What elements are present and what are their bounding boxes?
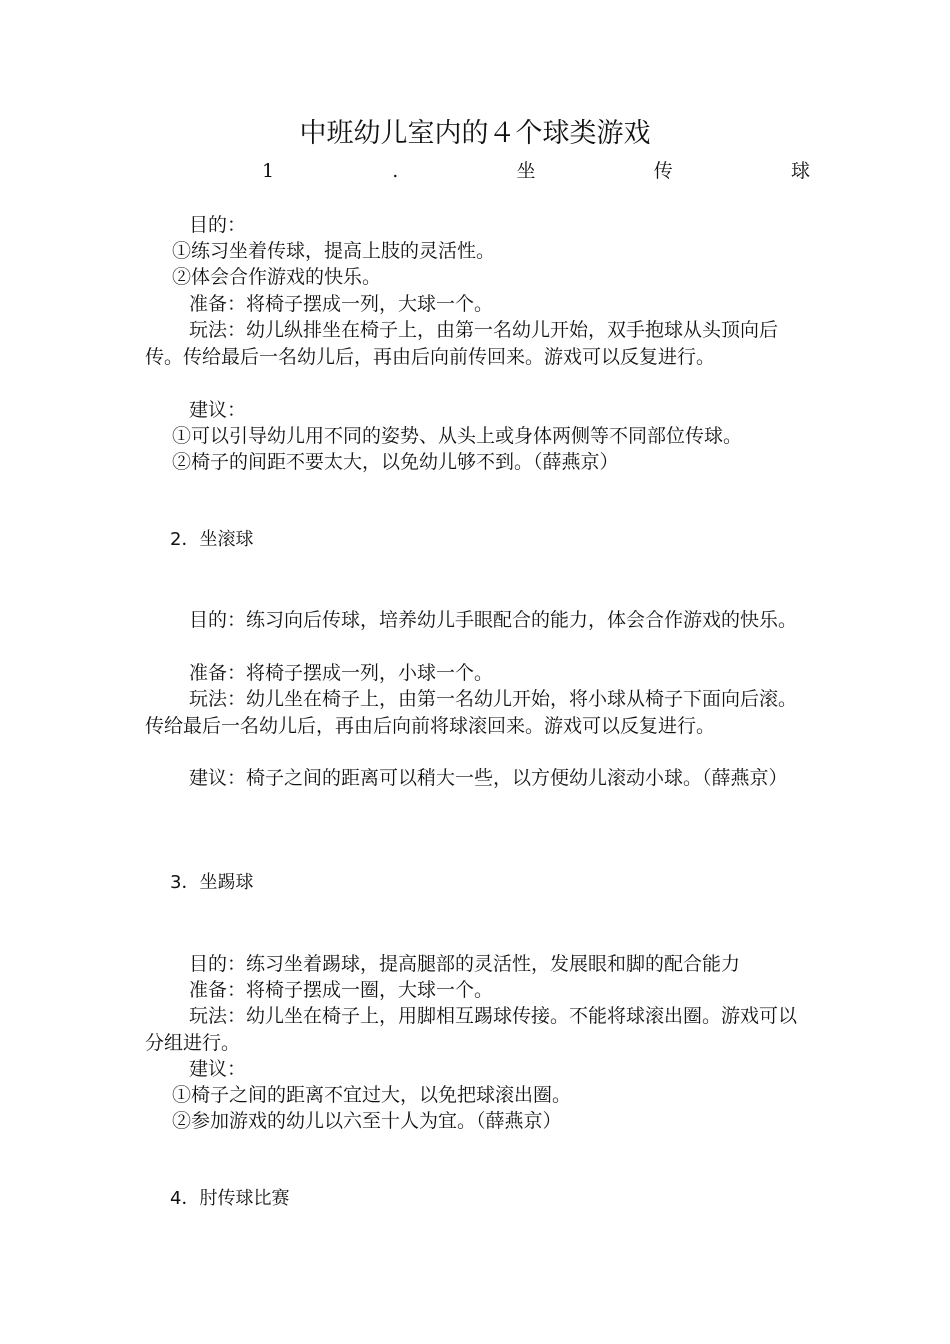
game2-goal: 目的：练习向后传球，培养幼儿手眼配合的能力，体会合作游戏的快乐。	[189, 609, 798, 631]
game2-prep: 准备：将椅子摆成一列，小球一个。	[189, 662, 494, 684]
game1-heading-dot: .	[392, 160, 399, 182]
game1-heading-char: 传	[653, 160, 673, 182]
game4-heading: 4．肘传球比赛	[170, 1188, 290, 1209]
game3-prep: 准备：将椅子摆成一圈，大球一个。	[189, 979, 494, 1001]
game3-suggest-item: ②参加游戏的幼儿以六至十人为宜。（薛燕京）	[172, 1110, 562, 1132]
game1-play: 玩法：幼儿纵排坐在椅子上，由第一名幼儿开始，双手抱球从头顶向后传。传给最后一名幼儿后，再由后向前传回来。游戏可以反复进行。	[145, 319, 779, 368]
game1-goal-item: ①练习坐着传球，提高上肢的灵活性。	[172, 240, 496, 262]
game3-suggest-item: ①椅子之间的距离不宜过大，以免把球滚出圈。	[172, 1084, 572, 1106]
game3-suggest-label: 建议：	[189, 1058, 247, 1080]
game1-prep: 准备：将椅子摆成一列，大球一个。	[189, 293, 494, 315]
game3-goal: 目的：练习坐着踢球，提高腿部的灵活性，发展眼和脚的配合能力	[189, 953, 741, 975]
game1-goal-item: ②体会合作游戏的快乐。	[172, 266, 382, 288]
document-title: 中班幼儿室内的４个球类游戏	[299, 118, 651, 149]
game1-suggest-label: 建议：	[189, 399, 247, 421]
game1-heading-number: 1	[262, 160, 275, 182]
game1-heading-char: 球	[790, 160, 810, 182]
game3-play: 玩法：幼儿坐在椅子上，用脚相互踢球传接。不能将球滚出圈。游戏可以分组进行。	[145, 1005, 798, 1054]
game2-heading: 2．坐滚球	[170, 529, 254, 550]
game1-suggest-item: ①可以引导幼儿用不同的姿势、从头上或身体两侧等不同部位传球。	[172, 425, 743, 447]
game1-suggest-item: ②椅子的间距不要太大，以免幼儿够不到。（薛燕京）	[172, 451, 619, 473]
game1-heading-char: 坐	[516, 160, 536, 182]
game2-suggest: 建议：椅子之间的距离可以稍大一些，以方便幼儿滚动小球。（薛燕京）	[189, 767, 788, 789]
game3-heading: 3．坐踢球	[170, 872, 254, 893]
game1-goal-label: 目的：	[189, 214, 247, 236]
game2-play: 玩法：幼儿坐在椅子上，由第一名幼儿开始，将小球从椅子下面向后滚。传给最后一名幼儿后，再由后向前将球滚回来。游戏可以反复进行。	[145, 688, 798, 737]
game1-heading	[262, 158, 810, 184]
